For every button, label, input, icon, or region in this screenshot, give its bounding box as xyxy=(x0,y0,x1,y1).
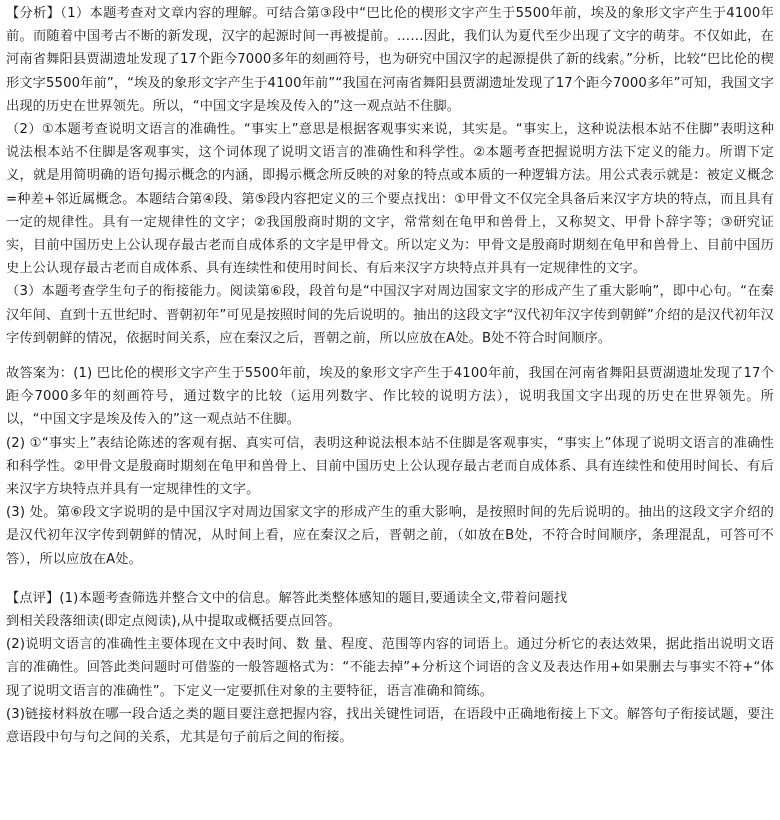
comment-paragraph-1b: 到相关段落细读(即定点阅读),从中提取或概括要点回答。 xyxy=(6,614,342,630)
answer-paragraph-2: (2) ①“事实上”表结论陈述的客观有据、真实可信，表明这种说法根本站不住脚是客观事实，“事实上”体现了说明文语言的准确性和科学性。②甲骨文是殷商时期刻在龟甲和兽骨上、目前中国历史上公认现存最古老而自成体系、具有连续性和使用时间长、有后来汉字方块特点并具有一定规律性的文字。 xyxy=(6,435,774,498)
comment-section xyxy=(6,587,774,749)
analysis-section xyxy=(6,2,774,350)
answer-section xyxy=(6,362,774,571)
section-spacer xyxy=(6,350,774,362)
analysis-paragraph-1: 【分析】（1）本题考查对文章内容的理解。可结合第③段中“巴比伦的楔形文字产生于5500年前，埃及的象形文字产生于4100年前。而随着中国考古不断的新发现，汉字的起源时间一再被提前。……因此，我们认为夏代至少出现了文字的萌芽。不仅如此，在河南省舞阳县贾湖遗址发现了17个距今7000多年的刻画符号，也为研究中国汉字的起源提供了新的线索。”分析，比较“巴比伦的楔形文字5500年前”，“埃及的象形文字产生于4100年前”“我国在河南省舞阳县贾湖遗址发现了17个距今7000多年”可知，我国文字出现的历史在世界领先。所以，“中国文字是埃及传入的”这一观点站不住脚。 xyxy=(6,6,774,114)
answer-paragraph-3: (3) 处。第⑥段文字说明的是中国汉字对周边国家文字的形成产生的重大影响，是按照时间的先后说明的。抽出的这段文字介绍的是汉代初年汉字传到朝鲜的情况，从时间上看，应在秦汉之后，晋朝之前，（如放在B处，不符合时间顺序，条理混乱，可答可不答），所以应放在A处。 xyxy=(6,505,774,567)
comment-paragraph-1a: 【点评】(1)本题考查筛选并整合文中的信息。解答此类整体感知的题目,要通读全文,带着问题找 xyxy=(6,590,568,606)
analysis-paragraph-2: （2）①本题考查说明文语言的准确性。“事实上”意思是根据客观事实来说，其实是。“事实上，这种说法根本站不住脚”表明这种说法根本站不住脚是客观事实，这个词体现了说明文语言的准确性和科学性。②本题考查把握说明方法下定义的能力。所谓下定义，就是用简明确的语句揭示概念的内涵，即揭示概念所反映的对象的特点或本质的一种逻辑方法。用公式表示就是：被定义概念=种差+邻近属概念。本题结合第④段、第⑤段内容把定义的三个要点找出：①甲骨文不仅完全具备后来汉字方块的特点，而且具有一定的规律性。具有一定规律性的文字；②我国殷商时期的文字，常常刻在龟甲和兽骨上，又称契文、甲骨卜辞字等；③研究证实，目前中国历史上公认现存最古老而自成体系的文字是甲骨文。所以定义为：甲骨文是殷商时期刻在龟甲和兽骨上、目前中国历史上公认现存最古老而自成体系、具有连续性和使用时间长、有后来汉字方块特点并具有一定规律性的文字。 xyxy=(6,122,774,277)
comment-paragraph-3: (3)链接材料放在哪一段合适之类的题目要注意把握内容，找出关键性词语，在语段中正确地衔接上下文。解答句子衔接试题，要注意语段中句与句之间的关系，尤其是句子前后之间的衔接。 xyxy=(6,706,774,746)
section-spacer xyxy=(6,571,774,587)
analysis-paragraph-3: （3）本题考查学生句子的衔接能力。阅读第⑥段，段首句是“中国汉字对周边国家文字的形成产生了重大影响”，即中心句。“在秦汉年间、直到十五世纪时、晋朝初年”可见是按照时间的先后说明的。抽出的这段文字“汉代初年汉字传到朝鲜”介绍的是汉代初年汉字传到朝鲜的情况，依据时间关系，应在秦汉之后，晋朝之前，所以应放在A处。B处不符合时间顺序。 xyxy=(6,284,774,346)
answer-paragraph-1: 故答案为：(1) 巴比伦的楔形文字产生于5500年前，埃及的象形文字产生于4100年前，我国在河南省舞阳县贾湖遗址发现了17个距今7000多年的刻画符号，通过数字的比较（运用列数字、作比较的说明方法），说明我国文字出现的历史在世界领先。所以，“中国文字是埃及传入的”这一观点站不住脚。 xyxy=(6,366,774,428)
comment-paragraph-2: (2)说明文语言的准确性主要体现在文中表时间、数 量、程度、范围等内容的词语上。通过分析它的表达效果，据此指出说明文语言的准确性。回答此类问题时可借鉴的一般答题格式为：“不能去掉”+分析这个词语的含义及表达作用+如果删去与事实不符+“体现了说明文语言的准确性”。下定义一定要抓住对象的主要特征，语言准确和简练。 xyxy=(6,637,774,699)
